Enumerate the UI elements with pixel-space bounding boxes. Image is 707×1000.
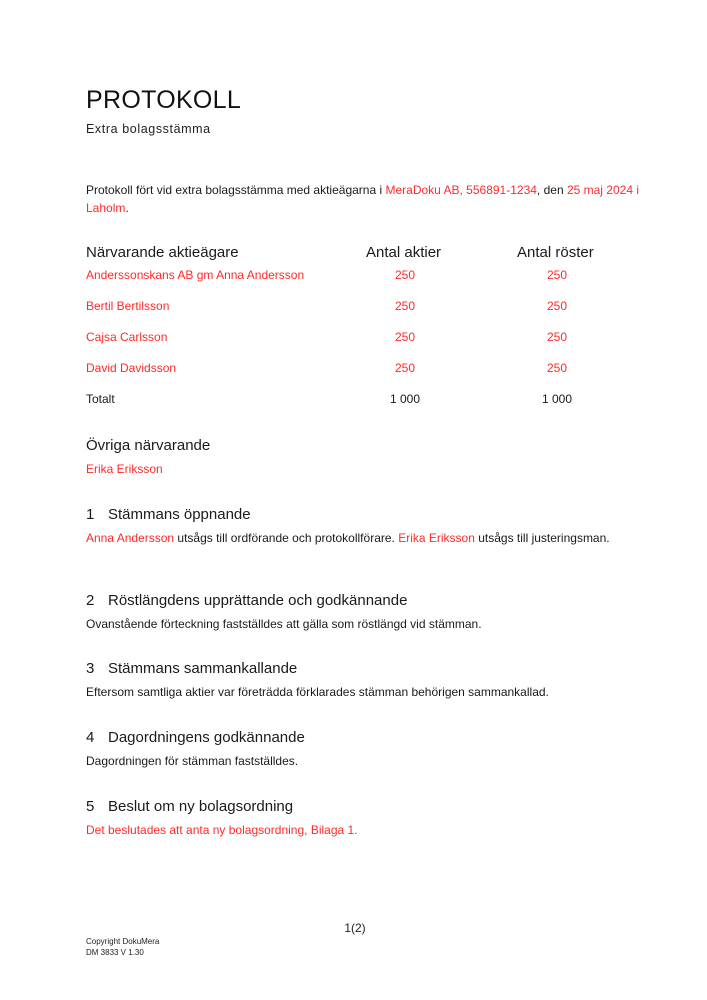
intro-prefix: Protokoll fört vid extra bolagsstämma med aktieägarna i	[86, 183, 386, 197]
shareholder-votes: 250	[546, 361, 568, 375]
document-subtitle: Extra bolagsstämma	[86, 122, 211, 136]
header-shares: Antal aktier	[366, 244, 442, 261]
section-title: Beslut om ny bolagsordning	[108, 798, 294, 815]
section-heading	[86, 798, 293, 815]
section-number: 2	[86, 592, 95, 609]
section-text-part: utsågs till ordförande och protokollförare.	[174, 531, 399, 545]
section-heading	[86, 660, 297, 677]
section-heading	[86, 592, 407, 609]
others-present-heading: Övriga närvarande	[86, 437, 211, 454]
section-text: Dagordningen för stämman fastställdes.	[86, 754, 299, 768]
shareholder-votes: 250	[546, 299, 568, 313]
shareholder-votes: 250	[546, 268, 568, 282]
section-text: Eftersom samtliga aktier var företrädda förklarades stämman behörigen sammankallad.	[86, 685, 549, 699]
intro-suffix: .	[125, 201, 129, 215]
section-title: Dagordningens godkännande	[108, 729, 305, 746]
section-number: 4	[86, 729, 95, 746]
shareholder-name: Bertil Bertilsson	[86, 299, 170, 313]
section-heading	[86, 729, 305, 746]
total-votes: 1 000	[541, 392, 573, 406]
section-number: 5	[86, 798, 95, 815]
header-shareholder: Närvarande aktieägare	[86, 244, 239, 261]
section-number: 3	[86, 660, 95, 677]
meeting-date-place: 25 maj 2024 i Laholm	[86, 183, 639, 215]
others-present-names: Erika Eriksson	[86, 462, 163, 476]
shareholder-name: Cajsa Carlsson	[86, 330, 168, 344]
adjuster-name: Erika Eriksson	[398, 531, 475, 545]
total-shares: 1 000	[389, 392, 421, 406]
section-text: Ovanstående förteckning fastställdes att gälla som röstlängd vid stämman.	[86, 617, 482, 631]
chairman-name: Anna Andersson	[86, 531, 175, 545]
section-heading	[86, 506, 251, 523]
section-text-part: utsågs till justeringsman.	[474, 531, 610, 545]
intro-mid: , den	[536, 183, 567, 197]
section-title: Röstlängdens upprättande och godkännande	[108, 592, 408, 609]
section-text: Det beslutades att anta ny bolagsordning, Bilaga 1.	[86, 823, 358, 837]
header-votes: Antal röster	[517, 244, 594, 261]
shareholder-shares: 250	[394, 299, 416, 313]
shareholder-shares: 250	[394, 330, 416, 344]
shareholder-name: David Davidsson	[86, 361, 177, 375]
footer-copyright: Copyright DokuMera	[86, 937, 160, 946]
shareholder-votes: 250	[546, 330, 568, 344]
section-title: Stämmans sammankallande	[108, 660, 298, 677]
shareholder-shares: 250	[394, 268, 416, 282]
shareholder-shares: 250	[394, 361, 416, 375]
section-text	[86, 529, 646, 547]
document-title: PROTOKOLL	[86, 86, 242, 114]
page-number: 1(2)	[344, 921, 366, 935]
section-title: Stämmans öppnande	[108, 506, 251, 523]
total-label: Totalt	[86, 392, 115, 406]
intro-paragraph	[86, 181, 646, 217]
shareholder-name: Anderssonskans AB gm Anna Andersson	[86, 268, 305, 282]
footer-version: DM 3833 V 1.30	[86, 948, 144, 957]
section-number: 1	[86, 506, 95, 523]
company-name: MeraDoku AB, 556891-1234	[385, 183, 537, 197]
